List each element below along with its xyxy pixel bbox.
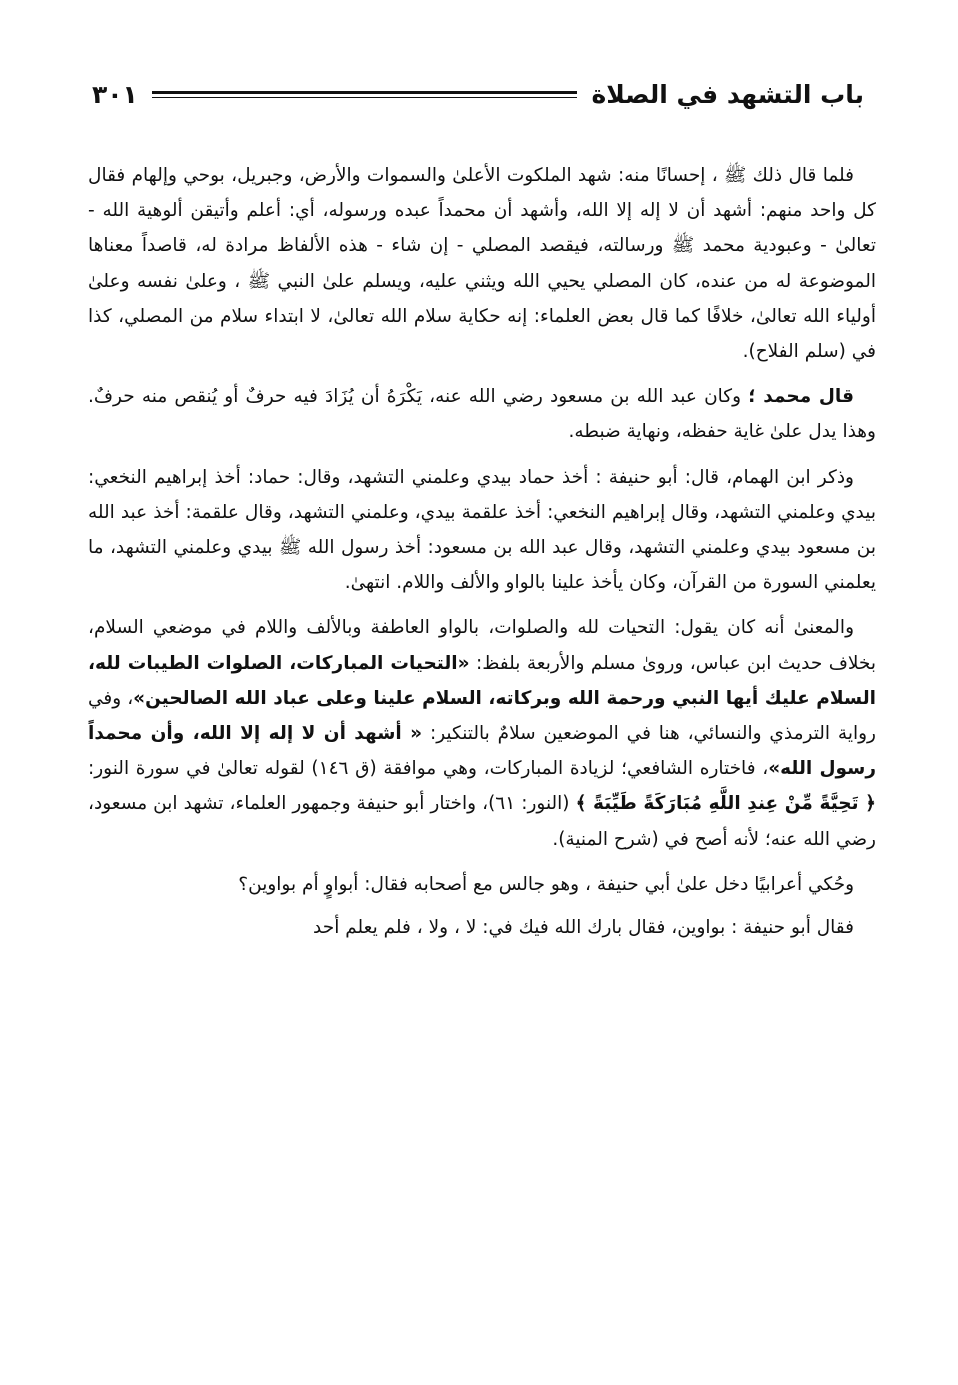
paragraph-text: وذكر ابن الهمام، قال: أبو حنيفة : أخذ حماد بيدي وعلمني التشهد، وقال: حماد: أخذ إبراهيم النخعي: بيدي وعلمني التشهد، وقال إبراهيم النخعي: أخذ علقمة بيدي، وعلمني التشهد، وقال علقمة: أخذ عبد الله بن مسعود بيدي وعلمني التشهد، وقال عبد الله بن مسعود: أخذ رسول الله ﷺ بيدي وعلمني التشهد، ما يعلمني السورة من القرآن، وكان يأخذ علينا بالواو والألف واللام. انتهىٰ. <box>88 466 876 594</box>
paragraph-text: وحُكي أعرابيًا دخل علىٰ أبي حنيفة ، وهو جالس مع أصحابه فقال: أبواوٍ أم بواوين؟ <box>238 873 854 895</box>
running-header <box>92 72 864 116</box>
paragraph-text: فقال أبو حنيفة : بواوين، فقال بارك الله فيك في: لا ، ولا ، فلم يعلم أحد <box>313 917 854 939</box>
hadith-quote: «التحيات المباركات، الصلوات الطيبات لله، السلام عليك أيها النبي ورحمة الله وبركاته، السلام علينا وعلى عباد الله الصالحين» <box>88 652 876 709</box>
chapter-title: باب التشهد في الصلاة <box>591 79 864 109</box>
page-number: ٣٠١ <box>92 79 138 109</box>
paragraph-text: ، وفي رواية الترمذي والنسائي، هنا في الموضعين سلامٌ بالتنكير: <box>88 687 876 745</box>
paragraph-text: ، فاختاره الشافعي؛ لزيادة المباركات، وهي موافقة (ق ١٤٦) لقوله تعالىٰ في سورة النور: <box>88 758 769 780</box>
paragraph-6 <box>88 910 876 945</box>
paragraph-2 <box>88 379 876 449</box>
paragraph-4 <box>88 610 876 856</box>
paragraph-3 <box>88 460 876 601</box>
body-text <box>88 158 876 955</box>
paragraph-text: والمعنىٰ أنه كان يقول: التحيات لله والصلوات، بالواو العاطفة وبالألف واللام في موضعي السلام، بخلاف حديث ابن عباس، ورویٰ مسلم والأربعة بلفظ: <box>88 617 876 674</box>
author-label: قال محمد ؛ <box>748 386 854 408</box>
paragraph-text: فلما قال ذلك ﷺ ، إحسانًا منه: شهد الملكوت الأعلىٰ والسموات والأرض، وجبريل، بوحي وإلهام فقال كل واحد منهم: أشهد أن لا إله إلا الله، وأشهد أن محمداً عبده ورسوله، أي: أعلم وأتيقن ألوهية الله - تعالىٰ - وعبودية محمد ﷺ ورسالته، فيقصد المصلي - إن شاء - هذه الألفاظ مرادة له، قاصداً معناها الموضوعة له من عنده، كان المصلي يحيي الله ويثني عليه، ويسلم علىٰ النبي ﷺ ، وعلىٰ نفسه وعلىٰ أولياء الله تعالىٰ، خلافًا كما قال بعض العلماء: إنه حكاية سلام الله تعالىٰ، لا ابتداء سلام من المصلي، كذا في (سلم الفلاح). <box>88 165 876 363</box>
header-rule <box>152 91 578 98</box>
hadith-quote: « أشهد أن لا إله إلا الله، وأن محمداً رسول الله» <box>88 723 876 780</box>
quran-verse: ﴿ تَحِيَّةً مِّنْ عِندِ اللَّهِ مُبَارَكَةً طَيِّبَةً ﴾ <box>575 793 876 815</box>
paragraph-text: (النور: ٦١)، واختار أبو حنيفة وجمهور العلماء، تشهد ابن مسعود، رضي الله عنه؛ لأنه أصح في (شرح المنية). <box>88 793 876 850</box>
paragraph-1 <box>88 158 876 369</box>
paragraph-5 <box>88 867 876 902</box>
paragraph-text: وكان عبد الله بن مسعود رضي الله عنه، يَكْرَهُ أن يُزَادَ فيه حرفٌ أو يُنقص منه حرفٌ. وهذا يدل علىٰ غاية حفظه، ونهاية ضبطه. <box>88 386 876 443</box>
